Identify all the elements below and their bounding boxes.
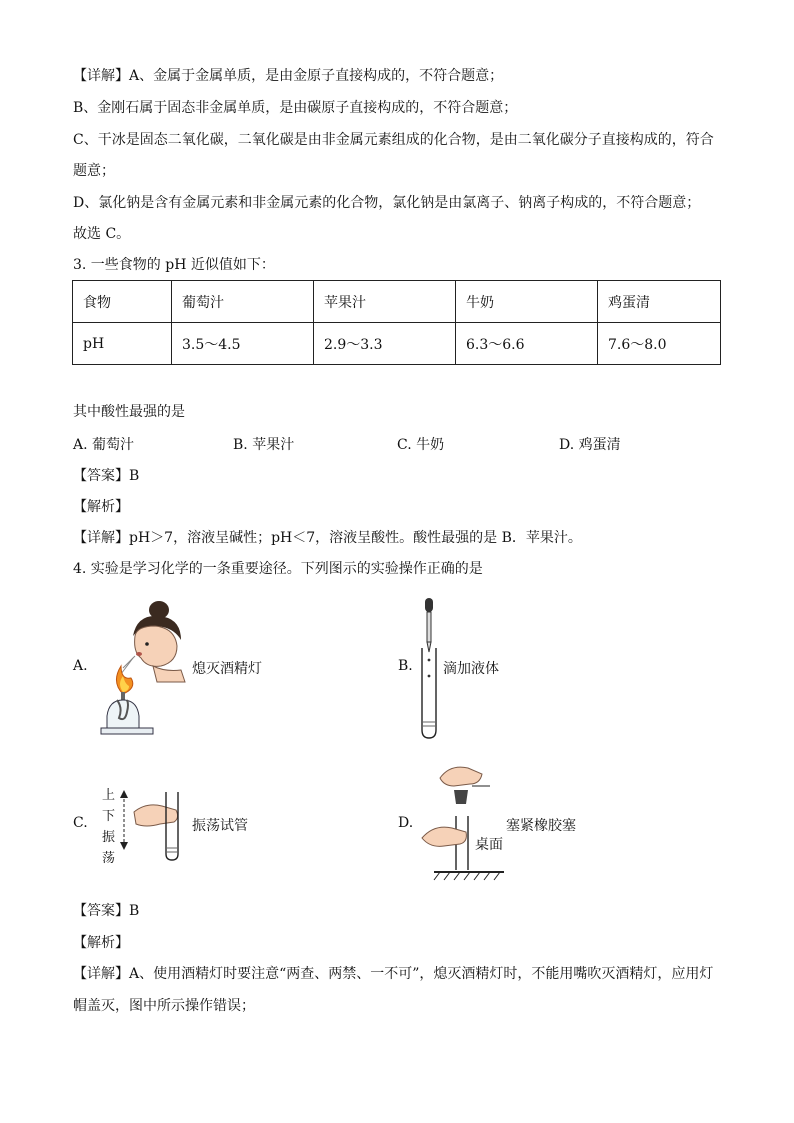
option-b: B. 苹果汁 <box>233 437 295 453</box>
text-line: D、氯化钠是含有金属元素和非金属元素的化合物，氯化钠是由氯离子、钠离子构成的，不符合题意； <box>73 195 701 211</box>
text-line: C、干冰是固态二氧化碳，二氧化碳是由非金属元素组成的化合物，是由二氧化碳分子直接构成的，符合 <box>73 132 714 148</box>
table-cell: 牛奶 <box>456 281 598 323</box>
text-line: B、金刚石属于固态非金属单质，是由碳原子直接构成的，不符合题意； <box>73 100 518 116</box>
text-line: 题意； <box>73 163 115 179</box>
table-cell: pH <box>73 323 172 365</box>
text-line: 【详解】A、金属于金属单质，是由金原子直接构成的，不符合题意； <box>73 68 504 84</box>
table-cell: 鸡蛋清 <box>598 281 721 323</box>
figure-a-caption: 熄灭酒精灯 <box>192 661 262 677</box>
figure-b-letter: B. <box>398 658 413 674</box>
table-cell: 食物 <box>73 281 172 323</box>
ph-table <box>72 280 721 365</box>
shake-label-4: 荡 <box>102 851 116 866</box>
analysis-label: 【解析】 <box>73 935 129 951</box>
detail-text: 【详解】A、使用酒精灯时要注意“两查、两禁、一不可”，熄灭酒精灯时，不能用嘴吹灭酒精灯，应用灯 <box>73 966 714 982</box>
figure-c-letter: C. <box>73 815 88 831</box>
question-3: 3. 一些食物的 pH 近似值如下： <box>73 257 275 273</box>
shake-label-down: 下 <box>102 809 116 824</box>
shake-label-3: 振 <box>102 830 116 845</box>
option-c: C. 牛奶 <box>397 437 445 453</box>
question-3-prompt: 其中酸性最强的是 <box>73 404 185 420</box>
analysis-label: 【解析】 <box>73 499 129 515</box>
table-cell: 3.5～4.5 <box>172 323 314 365</box>
insert-stopper-figure <box>420 760 506 886</box>
extinguish-lamp-figure <box>93 596 193 740</box>
answer-label: 【答案】B <box>73 468 140 484</box>
table-row <box>73 323 721 365</box>
table-cell: 7.6～8.0 <box>598 323 721 365</box>
table-cell: 苹果汁 <box>314 281 456 323</box>
dropper-figure <box>416 596 442 740</box>
figure-a-letter: A. <box>73 658 88 674</box>
option-d: D. 鸡蛋清 <box>559 437 621 453</box>
question-4: 4. 实验是学习化学的一条重要途径。下列图示的实验操作正确的是 <box>73 561 483 577</box>
table-cell: 6.3～6.6 <box>456 323 598 365</box>
shake-tube-figure <box>116 788 192 864</box>
detail-text: 【详解】pH＞7，溶液呈碱性；pH＜7，溶液呈酸性。酸性最强的是 B．苹果汁。 <box>73 530 582 546</box>
shake-label-up: 上 <box>102 788 116 803</box>
answer-label: 【答案】B <box>73 903 140 919</box>
option-a: A. 葡萄汁 <box>73 437 135 453</box>
table-cell: 2.9～3.3 <box>314 323 456 365</box>
table-cell: 葡萄汁 <box>172 281 314 323</box>
figure-d-letter: D. <box>398 815 414 831</box>
figure-d-caption: 塞紧橡胶塞 <box>506 818 576 834</box>
table-row <box>73 281 721 323</box>
figure-b-caption: 滴加液体 <box>443 661 499 677</box>
figure-c-caption: 振荡试管 <box>192 818 248 834</box>
detail-text: 帽盖灭，图中所示操作错误； <box>73 998 255 1014</box>
text-line: 故选 C。 <box>73 226 131 242</box>
figure-d-desk-label: 桌面 <box>475 837 503 853</box>
